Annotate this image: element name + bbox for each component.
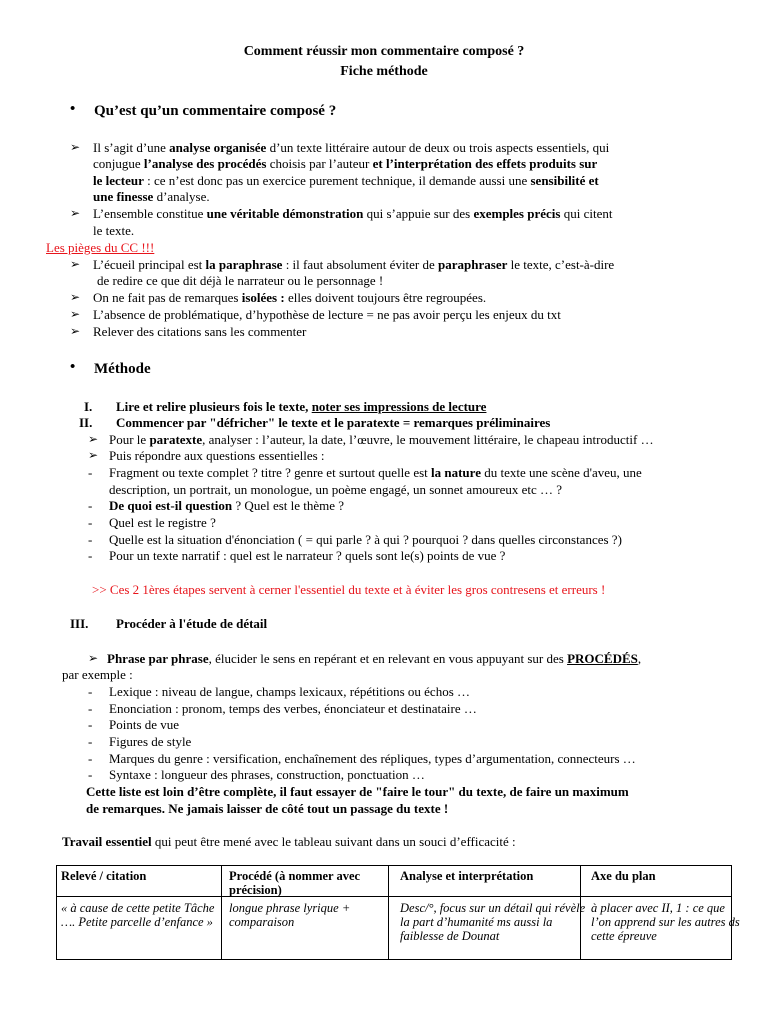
pitfall-item: de redire ce que dit déjà le narrateur ou le personnage ! (97, 273, 384, 288)
table-header-cell: Relevé / citation (61, 869, 147, 883)
detail-item: Enonciation : pronom, temps des verbes, énonciateur et destinataire … (109, 701, 477, 716)
detail-item: Figures de style (109, 734, 192, 749)
pitfalls-label: Les pièges du CC !!! (46, 240, 155, 255)
question-item: description, un portrait, un monologue, un poème engagé, un sonnet amoureux etc … ? (109, 482, 563, 497)
pitfall-item: L’absence de problématique, d’hypothèse de lecture = ne pas avoir perçu les enjeux du txt (93, 307, 561, 322)
arrow-bullet-icon: ➢ (88, 432, 99, 446)
step-number: I. (84, 399, 93, 414)
dash-bullet: - (88, 751, 93, 766)
bullet-dot-icon: • (70, 101, 76, 117)
section-heading: Qu’est qu’un commentaire composé ? (94, 103, 337, 119)
arrow-bullet-icon: ➢ (70, 140, 81, 154)
table-cell: Desc/°, focus sur un détail qui révèle la part d’humanité ms aussi la faiblesse de Dounat (400, 901, 586, 943)
dash-bullet: - (88, 498, 93, 513)
bold-note: de remarques. Ne jamais laisser de côté tout un passage du texte ! (86, 801, 449, 816)
question-item: Pour un texte narratif : quel est le narrateur ? quels sont le(s) points de vue ? (109, 548, 506, 563)
dash-bullet: - (88, 767, 93, 782)
question-item: Quelle est la situation d'énonciation ( = qui parle ? à qui ? pourquoi ? dans quelles circonstances ?) (109, 532, 622, 547)
dash-bullet: - (88, 734, 93, 749)
dash-bullet: - (88, 548, 93, 563)
bullet-dot-icon: • (70, 359, 76, 375)
arrow-bullet-icon: ➢ (70, 206, 81, 220)
dash-bullet: - (88, 532, 93, 547)
step-text: Lire et relire plusieurs fois le texte, noter ses impressions de lecture (116, 399, 487, 414)
table-cell: à placer avec II, 1 : ce que l’on apprend sur les autres ds cette épreuve (591, 901, 740, 943)
question-item: Fragment ou texte complet ? titre ? genre et surtout quelle est la nature du texte une scène d'aveu, une (109, 465, 642, 480)
section-heading: Méthode (94, 361, 151, 377)
table-cell: longue phrase lyrique + comparaison (229, 901, 351, 929)
step-text: Procéder à l'étude de détail (116, 616, 268, 631)
detail-item: Points de vue (109, 717, 180, 732)
detail-item: Marques du genre : versification, enchaînement des répliques, types d’argumentation, connecteurs … (109, 751, 636, 766)
dash-bullet: - (88, 717, 93, 732)
method-item: Phrase par phrase, élucider le sens en repérant et en relevant en vous appuyant sur des PROCÉDÉS, (107, 651, 642, 666)
dash-bullet: - (88, 465, 93, 480)
step-number: III. (70, 616, 89, 631)
definition-line: le texte. (93, 223, 135, 238)
red-note: >> Ces 2 1ères étapes servent à cerner l'essentiel du texte et à éviter les gros contresens et erreurs ! (92, 582, 606, 597)
step-number: II. (79, 415, 93, 430)
dash-bullet: - (88, 701, 93, 716)
method-item: Pour le paratexte, analyser : l’auteur, la date, l’œuvre, le mouvement littéraire, le chapeau introductif … (109, 432, 654, 447)
arrow-bullet-icon: ➢ (70, 290, 81, 304)
pitfall-item: L’écueil principal est la paraphrase : il faut absolument éviter de paraphraser le texte, c’est-à-dire (93, 257, 615, 272)
arrow-bullet-icon: ➢ (70, 257, 81, 271)
definition-line: le lecteur : ce n’est donc pas un exercice purement technique, il demande aussi une sensibilité et (93, 173, 599, 188)
bold-note: Cette liste est loin d’être complète, il faut essayer de "faire le tour" du texte, de faire un maximum (86, 784, 629, 799)
table-cell: « à cause de cette petite Tâche …. Petite parcelle d’enfance » (61, 901, 215, 929)
method-item: Puis répondre aux questions essentielles : (109, 448, 325, 463)
arrow-bullet-icon: ➢ (70, 307, 81, 321)
method-item: par exemple : (62, 667, 133, 682)
arrow-bullet-icon: ➢ (88, 651, 99, 665)
table-header-cell: Axe du plan (591, 869, 656, 883)
definition-line: Il s’agit d’une analyse organisée d’un texte littéraire autour de deux ou trois aspects essentiels, qui (93, 140, 610, 155)
arrow-bullet-icon: ➢ (70, 324, 81, 338)
page-subtitle: Fiche méthode (340, 64, 428, 79)
definition-line: L’ensemble constitue une véritable démonstration qui s’appuie sur des exemples précis qui citent (93, 206, 613, 221)
table-header-cell: Analyse et interprétation (400, 869, 534, 883)
question-item: Quel est le registre ? (109, 515, 216, 530)
work-intro: Travail essentiel qui peut être mené avec le tableau suivant dans un souci d’efficacité : (62, 834, 516, 849)
detail-item: Syntaxe : longueur des phrases, construction, ponctuation … (109, 767, 425, 782)
dash-bullet: - (88, 684, 93, 699)
question-item: De quoi est-il question ? Quel est le thème ? (109, 498, 345, 513)
pitfall-item: On ne fait pas de remarques isolées : elles doivent toujours être regroupées. (93, 290, 487, 305)
page-title: Comment réussir mon commentaire composé ? (243, 44, 525, 59)
pitfall-item: Relever des citations sans les commenter (93, 324, 307, 339)
table-header-cell: Procédé (à nommer avec précision) (229, 869, 361, 897)
step-text: Commencer par "défricher" le texte et le paratexte = remarques préliminaires (116, 415, 551, 430)
dash-bullet: - (88, 515, 93, 530)
arrow-bullet-icon: ➢ (88, 448, 99, 462)
definition-line: conjugue l’analyse des procédés choisis par l’auteur et l’interprétation des effets produits sur (93, 156, 598, 171)
definition-line: une finesse d’analyse. (93, 189, 210, 204)
detail-item: Lexique : niveau de langue, champs lexicaux, répétitions ou échos … (109, 684, 470, 699)
